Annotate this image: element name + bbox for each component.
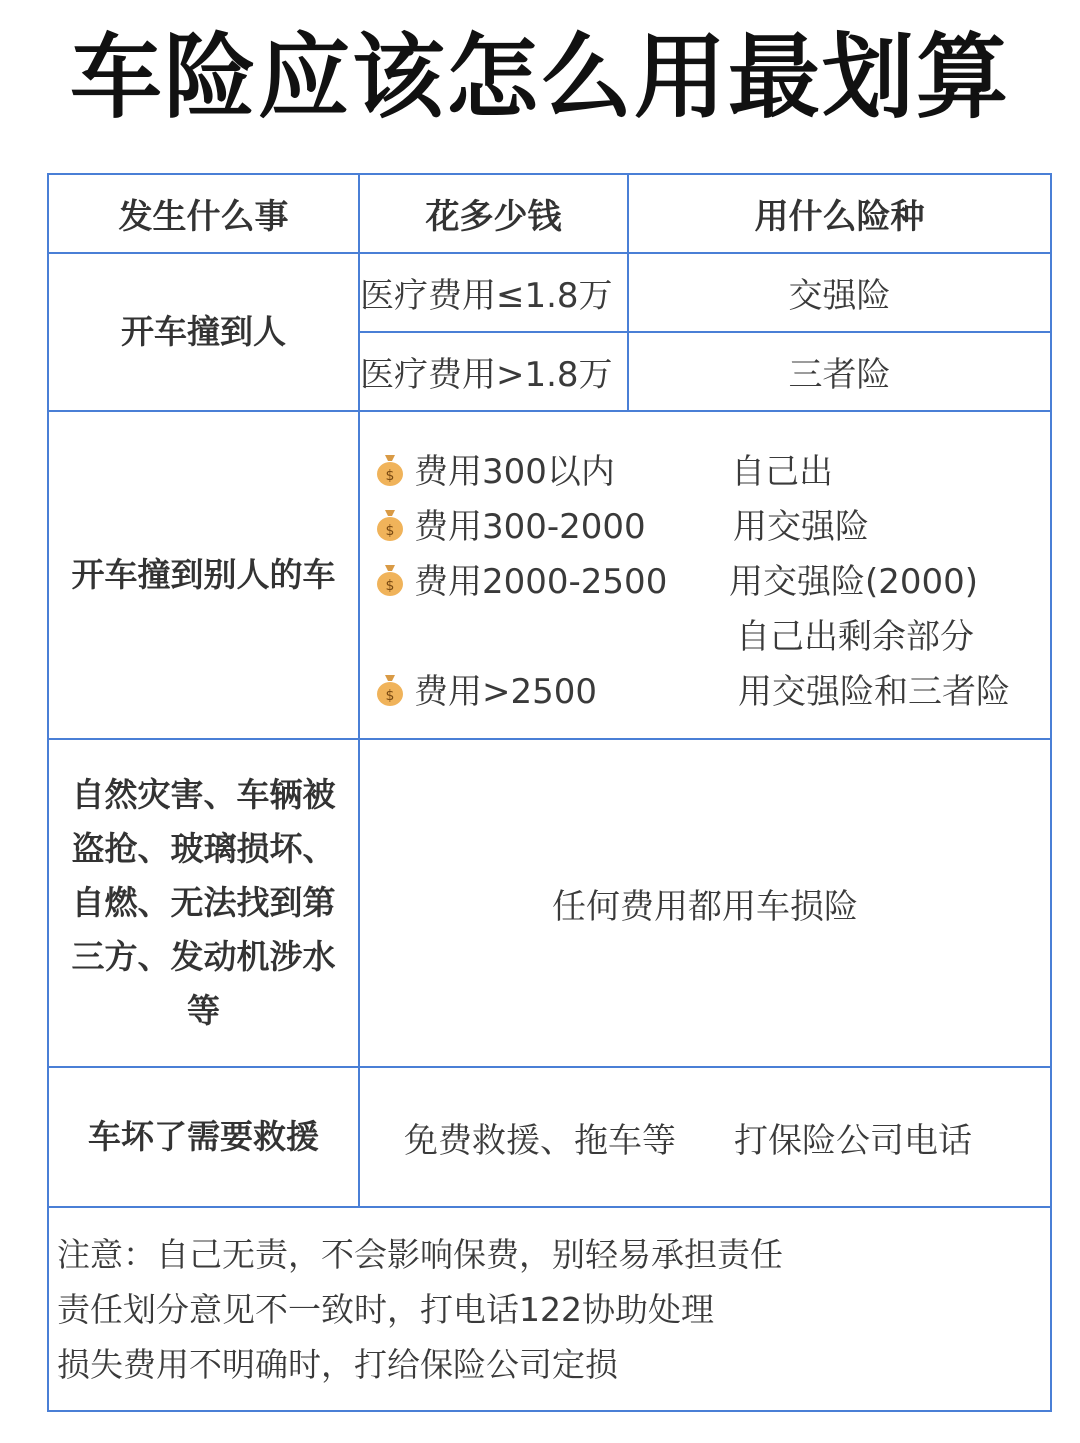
cost-cell: 医疗费用≤1.8万: [359, 253, 628, 332]
option-cost-text: 费用300以内: [414, 452, 615, 492]
option-cost-text: 费用300-2000: [414, 507, 646, 547]
option-result: 用交强险(2000): [729, 562, 979, 602]
header-insurance: 用什么险种: [628, 174, 1051, 253]
row-label-hit-car: 开车撞到别人的车: [48, 411, 359, 739]
cost-cell: 医疗费用>1.8万: [359, 332, 628, 411]
rescue-service: 免费救援、拖车等: [404, 1120, 676, 1161]
disaster-insurance-cell: 任何费用都用车损险: [359, 739, 1051, 1067]
option-cost-text: 费用>2500: [414, 672, 598, 712]
table-row: [48, 1067, 1051, 1207]
option-cost: [374, 554, 667, 606]
car-options-cell: [359, 411, 1051, 739]
row-label-disaster: [48, 739, 359, 1067]
svg-text:$: $: [385, 468, 395, 484]
note-line: 责任划分意见不一致时，打电话122协助处理: [57, 1289, 714, 1329]
option-cost: [374, 444, 615, 496]
rescue-action: 打保险公司电话: [734, 1120, 972, 1161]
label-line: 三方、发动机涉水: [71, 937, 336, 976]
money-bag-icon: [374, 451, 406, 496]
row-label-rescue: 车坏了需要救援: [48, 1067, 359, 1207]
svg-text:$: $: [385, 578, 395, 594]
insurance-cell: 交强险: [628, 253, 1051, 332]
page-title: 车险应该怎么用最划算: [69, 24, 1010, 131]
money-bag-icon: [374, 561, 406, 606]
label-line: 等: [187, 991, 220, 1030]
insurance-table: [47, 173, 1052, 1412]
header-cost: 花多少钱: [359, 174, 628, 253]
insurance-cell: 三者险: [628, 332, 1051, 411]
option-result-extra: 自己出剩余部分: [736, 617, 974, 657]
option-result: 用交强险和三者险: [738, 672, 1010, 712]
svg-text:$: $: [385, 688, 395, 704]
notes-row: [48, 1207, 1051, 1411]
label-line: 自然灾害、车辆被: [71, 775, 336, 814]
label-line: 自燃、无法找到第: [71, 883, 336, 922]
option-result: 自己出: [731, 452, 833, 492]
row-label-hit-person: 开车撞到人: [48, 253, 359, 411]
money-bag-icon: [374, 506, 406, 551]
table-row: [48, 411, 1051, 739]
option-cost-text: 费用2000-2500: [414, 562, 668, 602]
option-cost: [374, 664, 597, 716]
note-line: 注意：自己无责，不会影响保费，别轻易承担责任: [57, 1234, 783, 1274]
option-cost: [374, 499, 646, 551]
money-bag-icon: [374, 671, 406, 716]
header-event: 发生什么事: [48, 174, 359, 253]
label-line: 盗抢、玻璃损坏、: [71, 829, 336, 868]
note-line: 损失费用不明确时，打给保险公司定损: [57, 1344, 618, 1384]
table-row: [48, 739, 1051, 1067]
table-row: [48, 253, 1051, 332]
option-result: 用交强险: [733, 507, 869, 547]
notes-cell: [48, 1207, 1051, 1411]
rescue-cell: [359, 1067, 1051, 1207]
header-row: [48, 174, 1051, 253]
svg-text:$: $: [385, 523, 395, 539]
